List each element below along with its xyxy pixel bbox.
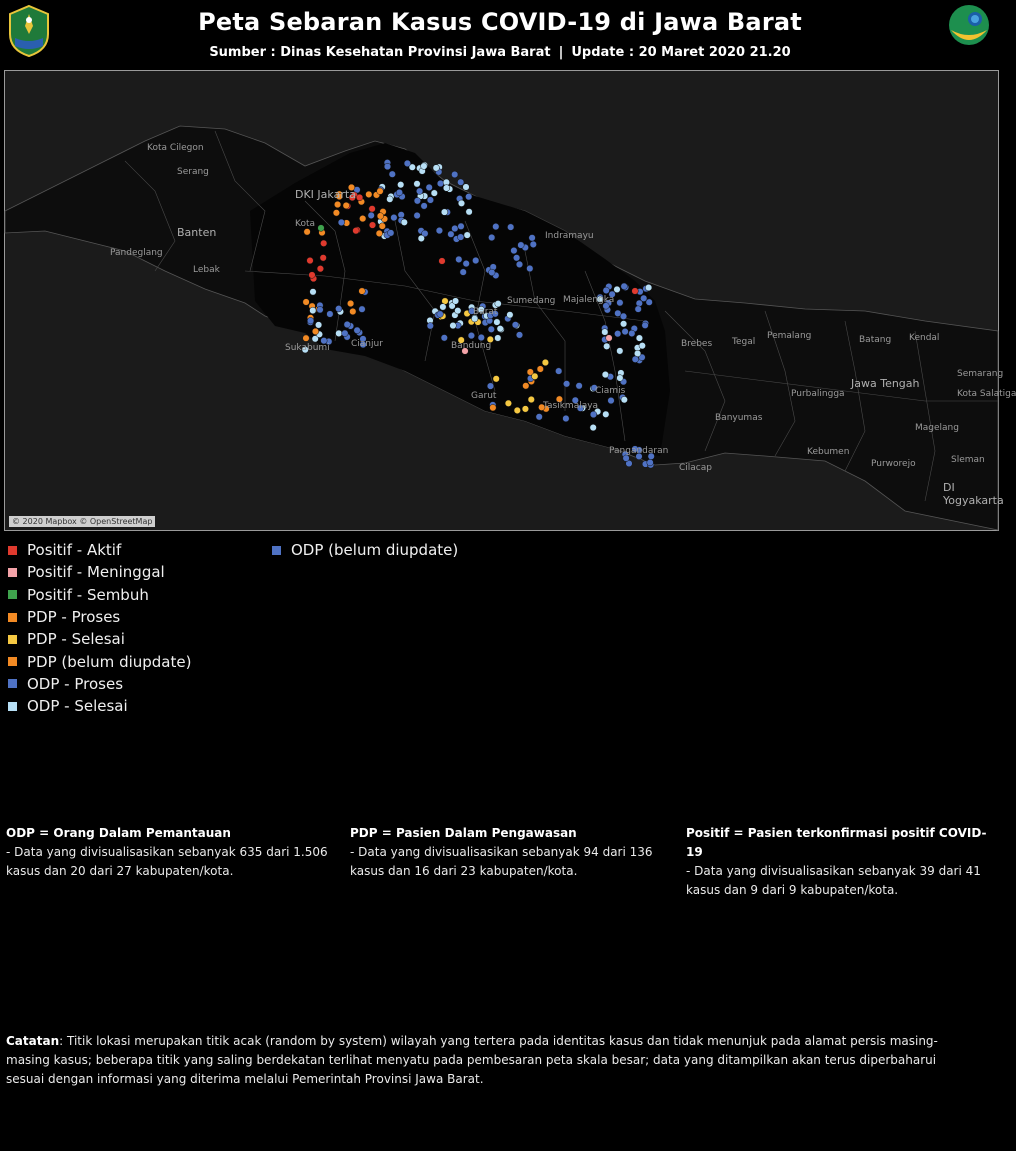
map-label-indramayu: Indramayu <box>545 231 594 241</box>
case-point[interactable] <box>388 230 395 237</box>
case-point[interactable] <box>602 329 609 336</box>
case-point[interactable] <box>396 189 403 196</box>
legend-label: ODP - Proses <box>27 674 124 693</box>
map-label-pangandaran: Pangandaran <box>609 446 669 456</box>
map-label-magelang: Magelang <box>915 423 959 433</box>
case-point[interactable] <box>379 223 386 230</box>
case-point[interactable] <box>590 424 597 431</box>
case-point[interactable] <box>511 247 518 254</box>
case-point[interactable] <box>472 257 479 264</box>
legend <box>8 539 191 717</box>
note <box>6 1032 966 1089</box>
case-point[interactable] <box>347 300 354 307</box>
case-point[interactable] <box>507 312 514 319</box>
case-point[interactable] <box>433 165 440 172</box>
case-point[interactable] <box>431 190 438 197</box>
map-label-purbalingga: Purbalingga <box>791 389 845 399</box>
case-point[interactable] <box>512 322 519 329</box>
map-label-sleman: Sleman <box>951 455 985 465</box>
case-point[interactable] <box>441 209 448 216</box>
case-point[interactable] <box>437 180 444 187</box>
case-point[interactable] <box>303 335 310 342</box>
case-point[interactable] <box>617 375 624 382</box>
case-point[interactable] <box>397 181 404 188</box>
case-point[interactable] <box>458 223 465 230</box>
source-text: Sumber : Dinas Kesehatan Provinsi Jawa Barat <box>209 45 551 60</box>
legend-item-odp-belum-diupdate[interactable] <box>272 539 458 561</box>
map-label-semarang: Semarang <box>957 369 1004 379</box>
definition-odp-text: - Data yang divisualisasikan sebanyak 635 dari 1.506 kasus dan 20 dari 27 kabupaten/kota. <box>6 845 328 878</box>
legend-label: Positif - Meninggal <box>27 563 165 582</box>
definition-pdp-title: PDP = Pasien Dalam Pengawasan <box>350 826 577 840</box>
map-label-batang: Batang <box>859 335 892 345</box>
case-point[interactable] <box>497 325 504 332</box>
map-label-sumedang: Sumedang <box>507 296 556 306</box>
case-point[interactable] <box>632 356 639 363</box>
case-point[interactable] <box>318 225 325 232</box>
map-attribution[interactable]: © 2020 Mapbox © OpenStreetMap <box>9 516 155 527</box>
legend-swatch <box>272 546 281 555</box>
case-point[interactable] <box>495 300 502 307</box>
legend-item[interactable] <box>8 606 191 628</box>
case-point[interactable] <box>414 212 421 219</box>
case-point[interactable] <box>439 258 446 265</box>
map-label-barat: Barat <box>473 307 498 317</box>
case-point[interactable] <box>635 306 642 313</box>
map-label-kebumen: Kebumen <box>807 447 850 457</box>
case-point[interactable] <box>343 202 350 209</box>
case-point[interactable] <box>452 298 459 305</box>
case-point[interactable] <box>490 404 497 411</box>
case-point[interactable] <box>632 288 639 295</box>
case-point[interactable] <box>342 330 349 337</box>
case-point[interactable] <box>421 203 428 210</box>
case-point[interactable] <box>366 191 373 198</box>
case-point[interactable] <box>532 373 539 380</box>
case-point[interactable] <box>418 235 425 242</box>
legend-swatch <box>8 546 17 555</box>
case-point[interactable] <box>404 160 411 167</box>
case-point[interactable] <box>457 179 464 186</box>
case-point[interactable] <box>335 305 342 312</box>
case-point[interactable] <box>537 366 544 373</box>
case-point[interactable] <box>377 213 384 220</box>
case-point[interactable] <box>542 359 549 366</box>
map-label-pandeglang: Pandeglang <box>110 248 163 258</box>
note-text: : Titik lokasi merupakan titik acak (random by system) wilayah yang tertera pada identitas kasus dan tidak menunjuk pada alamat persis masing-masing kasus; beberapa titik yang saling berdekatan terlihat menyatu pada pembesaran peta skala besar; data yang ditampilkan akan terus diperbaharui sesuai dengan informasi yang diterima melalui Pemerintah Provinsi Jawa Barat. <box>6 1034 938 1086</box>
case-point[interactable] <box>414 198 421 205</box>
case-point[interactable] <box>529 235 536 242</box>
case-point[interactable] <box>307 257 314 264</box>
page-subtitle <box>0 45 1000 60</box>
case-point[interactable] <box>460 269 467 276</box>
map-label-di-yogyakarta: DI Yogyakarta <box>943 481 1004 507</box>
map-label-kota-salatiga: Kota Salatiga <box>957 389 1016 399</box>
case-point[interactable] <box>507 224 514 231</box>
case-point[interactable] <box>427 323 434 330</box>
case-point[interactable] <box>636 335 643 342</box>
case-point[interactable] <box>369 222 376 229</box>
case-point[interactable] <box>493 223 500 230</box>
case-point[interactable] <box>494 319 501 326</box>
case-point[interactable] <box>642 322 649 329</box>
case-point[interactable] <box>344 321 351 328</box>
legend-label: ODP - Selesai <box>27 697 128 716</box>
legend-item[interactable] <box>8 650 191 672</box>
legend-label: Positif - Sembuh <box>27 585 149 604</box>
case-point[interactable] <box>608 397 615 404</box>
case-point[interactable] <box>464 232 471 239</box>
case-point[interactable] <box>401 219 408 226</box>
case-point[interactable] <box>615 310 622 317</box>
case-point[interactable] <box>368 212 375 219</box>
page-title: Peta Sebaran Kasus COVID-19 di Jawa Barat <box>198 8 802 36</box>
case-point[interactable] <box>369 206 376 213</box>
map-label-jawa-tengah: Jawa Tengah <box>851 377 920 390</box>
case-point[interactable] <box>640 295 647 302</box>
case-point[interactable] <box>645 284 652 291</box>
map-panel[interactable] <box>4 70 1016 531</box>
legend-swatch <box>8 679 17 688</box>
map-label-kota-cilegon: Kota Cilegon <box>147 143 204 153</box>
legend-swatch <box>8 657 17 666</box>
legend-label: PDP - Selesai <box>27 630 125 649</box>
legend-label: PDP (belum diupdate) <box>27 652 192 671</box>
case-point[interactable] <box>468 332 475 339</box>
case-point[interactable] <box>389 171 396 178</box>
update-text: Update : 20 Maret 2020 21.20 <box>571 45 791 60</box>
case-point[interactable] <box>606 335 613 342</box>
case-point[interactable] <box>427 197 434 204</box>
case-point[interactable] <box>646 299 653 306</box>
case-point[interactable] <box>603 343 610 350</box>
case-point[interactable] <box>621 283 628 290</box>
case-point[interactable] <box>463 260 470 267</box>
definition-positif-title: Positif = Pasien terkonfirmasi positif COVID-19 <box>686 826 987 859</box>
case-point[interactable] <box>456 256 463 263</box>
case-point[interactable] <box>493 376 500 383</box>
case-point[interactable] <box>621 396 628 403</box>
case-point[interactable] <box>622 328 629 335</box>
case-point[interactable] <box>448 231 455 238</box>
case-point[interactable] <box>617 348 624 355</box>
pikobar-logo <box>946 2 992 48</box>
case-point[interactable] <box>416 188 423 195</box>
case-point[interactable] <box>603 411 610 418</box>
case-point[interactable] <box>465 193 472 200</box>
case-point[interactable] <box>327 311 334 318</box>
case-point[interactable] <box>336 330 343 337</box>
case-point[interactable] <box>463 184 470 191</box>
case-point[interactable] <box>603 287 610 294</box>
case-point[interactable] <box>450 322 457 329</box>
case-point[interactable] <box>563 381 570 388</box>
case-point[interactable] <box>440 304 447 311</box>
case-point[interactable] <box>307 317 314 324</box>
case-point[interactable] <box>391 214 398 221</box>
case-point[interactable] <box>639 342 646 349</box>
case-point[interactable] <box>620 321 627 328</box>
case-point[interactable] <box>576 383 583 390</box>
case-point[interactable] <box>312 328 319 335</box>
definition-odp <box>6 824 341 881</box>
case-point[interactable] <box>309 272 316 279</box>
case-point[interactable] <box>387 196 394 203</box>
legend-swatch <box>8 590 17 599</box>
case-point[interactable] <box>488 326 495 333</box>
case-point[interactable] <box>458 200 465 207</box>
map-label-tegal: Tegal <box>732 337 756 347</box>
case-point[interactable] <box>317 265 324 272</box>
case-point[interactable] <box>436 227 443 234</box>
case-point[interactable] <box>350 308 357 315</box>
legend-extra <box>272 539 458 561</box>
case-point[interactable] <box>495 335 502 342</box>
case-point[interactable] <box>421 163 428 170</box>
case-point[interactable] <box>523 383 530 390</box>
case-point[interactable] <box>536 414 543 421</box>
case-point[interactable] <box>602 371 609 378</box>
case-point[interactable] <box>505 400 512 407</box>
legend-label: PDP - Proses <box>27 608 121 627</box>
legend-swatch <box>8 702 17 711</box>
case-point[interactable] <box>457 234 464 241</box>
map-label-brebes: Brebes <box>681 339 713 349</box>
case-point[interactable] <box>441 335 448 342</box>
case-point[interactable] <box>320 240 327 247</box>
case-point[interactable] <box>310 307 317 314</box>
case-point[interactable] <box>359 306 366 313</box>
legend-item[interactable] <box>8 539 191 561</box>
case-point[interactable] <box>647 459 654 466</box>
case-point[interactable] <box>384 163 391 170</box>
case-point[interactable] <box>614 286 621 293</box>
case-point[interactable] <box>303 299 310 306</box>
map-label-kota: Kota <box>295 219 316 229</box>
case-point[interactable] <box>304 229 311 236</box>
case-point[interactable] <box>359 288 366 295</box>
case-point[interactable] <box>452 225 459 232</box>
case-point[interactable] <box>513 255 520 262</box>
case-point[interactable] <box>377 188 384 195</box>
legend-label: Positif - Aktif <box>27 541 122 560</box>
map-label-cianjur: Cianjur <box>351 339 383 349</box>
case-point[interactable] <box>320 255 327 262</box>
header <box>0 0 1000 68</box>
case-point[interactable] <box>488 234 495 241</box>
case-point[interactable] <box>353 227 360 234</box>
case-point[interactable] <box>522 406 529 413</box>
definition-positif <box>686 824 996 900</box>
map-label-purworejo: Purworejo <box>871 459 916 469</box>
case-point[interactable] <box>528 396 535 403</box>
map-label-cilacap: Cilacap <box>679 463 712 473</box>
legend-swatch <box>8 568 17 577</box>
map-label-pemalang: Pemalang <box>767 331 812 341</box>
case-point[interactable] <box>437 311 444 318</box>
map-label-majalengka: Majalengka <box>563 295 615 305</box>
legend-label: ODP (belum diupdate) <box>291 541 459 560</box>
case-point[interactable] <box>317 306 324 313</box>
map-label-ciamis: Ciamis <box>595 386 626 396</box>
case-point[interactable] <box>514 407 521 414</box>
map-label-bandung: Bandung <box>451 341 492 351</box>
legend-swatch <box>8 635 17 644</box>
map-label-dki-jakarta: DKI Jakarta <box>295 188 356 201</box>
legend-item[interactable] <box>8 628 191 650</box>
map-label-kendal: Kendal <box>909 333 940 343</box>
case-point[interactable] <box>354 327 361 334</box>
case-point[interactable] <box>516 332 523 339</box>
subtitle-separator: | <box>558 45 564 60</box>
definition-pdp <box>350 824 670 881</box>
case-point[interactable] <box>414 181 421 188</box>
case-point[interactable] <box>530 241 537 248</box>
case-point[interactable] <box>629 330 636 337</box>
map-label-serang: Serang <box>177 167 209 177</box>
map-label-tasikmalaya: Tasikmalaya <box>543 401 599 411</box>
case-point[interactable] <box>527 265 534 272</box>
map-label-lebak: Lebak <box>193 265 220 275</box>
case-point[interactable] <box>478 334 485 341</box>
case-point[interactable] <box>516 261 523 268</box>
case-point[interactable] <box>315 322 322 329</box>
map-canvas[interactable] <box>5 71 1004 530</box>
case-point[interactable] <box>466 209 473 216</box>
case-point[interactable] <box>359 215 366 222</box>
case-point[interactable] <box>376 230 383 237</box>
map-label-garut: Garut <box>471 391 497 401</box>
case-point[interactable] <box>555 368 562 375</box>
legend-item[interactable] <box>8 584 191 606</box>
definition-odp-title: ODP = Orang Dalam Pemantauan <box>6 826 231 840</box>
legend-item[interactable] <box>8 673 191 695</box>
case-point[interactable] <box>455 307 462 314</box>
legend-swatch <box>8 613 17 622</box>
case-point[interactable] <box>590 411 597 418</box>
case-point[interactable] <box>451 171 458 178</box>
case-point[interactable] <box>617 299 624 306</box>
map-label-banten: Banten <box>177 226 217 239</box>
case-point[interactable] <box>614 330 621 337</box>
legend-item[interactable] <box>8 561 191 583</box>
definition-pdp-text: - Data yang divisualisasikan sebanyak 94 dari 136 kasus dan 16 dari 23 kabupaten/kota. <box>350 845 653 878</box>
case-point[interactable] <box>356 194 363 201</box>
case-point[interactable] <box>489 269 496 276</box>
case-point[interactable] <box>333 210 340 217</box>
legend-item[interactable] <box>8 695 191 717</box>
case-point[interactable] <box>443 185 450 192</box>
case-point[interactable] <box>487 383 494 390</box>
map-label-banyumas: Banyumas <box>715 413 763 423</box>
map-label-sukabumi: Sukabumi <box>285 343 330 353</box>
definition-positif-text: - Data yang divisualisasikan sebanyak 39 dari 41 kasus dan 9 dari 9 kabupaten/kota. <box>686 864 981 897</box>
case-point[interactable] <box>518 242 525 249</box>
case-point[interactable] <box>334 201 341 208</box>
case-point[interactable] <box>338 219 345 226</box>
case-point[interactable] <box>563 415 570 422</box>
case-point[interactable] <box>310 289 317 296</box>
note-label: Catatan <box>6 1034 60 1048</box>
case-point[interactable] <box>426 184 433 191</box>
